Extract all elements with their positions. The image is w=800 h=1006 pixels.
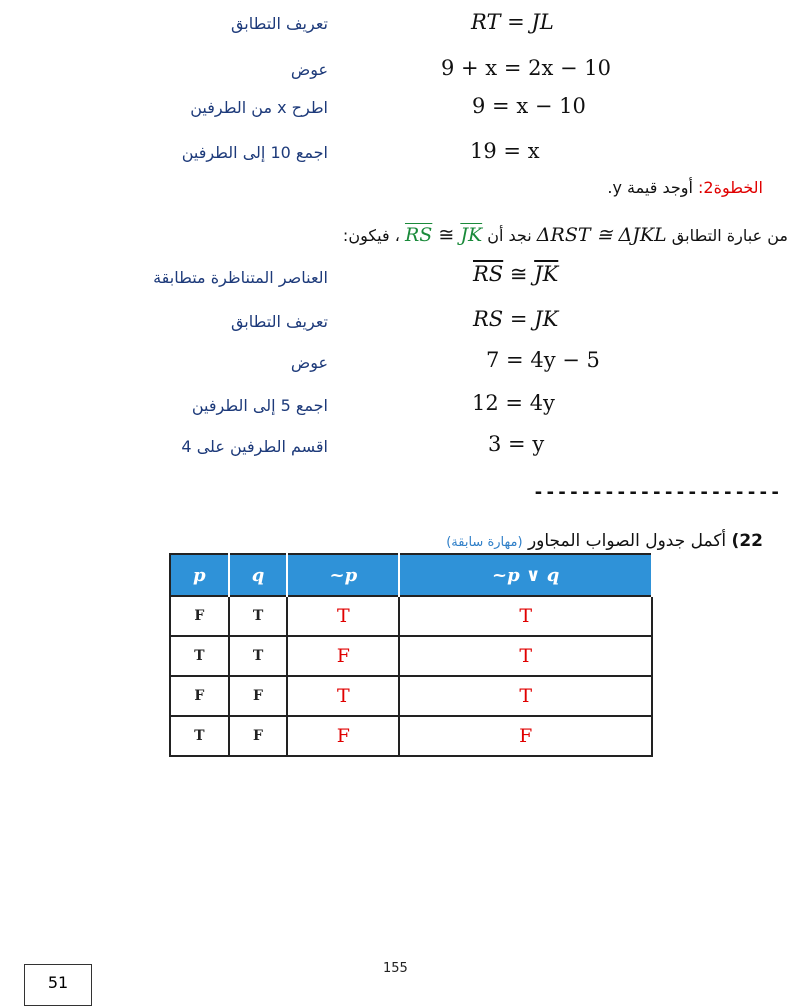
reason-6: تعريف التطابق [230,312,328,331]
header-not-p-or-q: ~p ∨ q [399,554,652,596]
reason-9: اقسم الطرفين على 4 [181,437,328,456]
page-box-number: 51 [24,964,92,1006]
step2-text: أوجد قيمة y. [607,178,693,197]
cell-not-p-or-q: T [399,676,652,716]
cell-q: T [229,596,288,636]
equation-1: RT = JL [471,10,554,34]
header-not-p: ~p [287,554,399,596]
reason-5: العناصر المتناظرة متطابقة [153,268,328,287]
step2-label: الخطوة2: [698,178,763,197]
table-row [170,596,652,636]
cell-q: T [229,636,288,676]
page-number: 155 [383,961,408,976]
congruence-sentence [343,224,788,246]
reason-7: عوض [290,353,328,372]
equation-9: 3 = y [488,432,545,456]
cell-p: F [170,596,229,636]
question-22 [446,531,763,551]
congruence-suffix: ، فيكون: [342,226,400,245]
equation-3: 9 = x − 10 [472,94,586,118]
header-p: p [170,554,229,596]
reason-2: عوض [290,60,328,79]
step2-heading [607,178,763,197]
triangle-congruence: ΔRST ≅ ΔJKL [536,224,667,246]
equation-4: 19 = x [470,139,540,163]
segment-congruence: $\overline{RS}$ ≅ $\overline{JK}$ [404,224,483,246]
reason-4: اجمع 10 إلى الطرفين [181,143,328,162]
cell-not-p: T [287,676,399,716]
cell-p: F [170,676,229,716]
congruence-prefix: من عبارة التطابق [671,226,788,245]
truth-table [169,553,653,757]
cell-q: F [229,676,288,716]
cell-not-p-or-q: T [399,596,652,636]
cell-q: F [229,716,288,756]
equation-7: 7 = 4y − 5 [486,348,600,372]
cell-p: T [170,636,229,676]
reason-1: تعريف التطابق [230,14,328,33]
question-text: أكمل جدول الصواب المجاور [527,531,727,551]
cell-not-p-or-q: T [399,636,652,676]
truth-table-header-row [170,554,652,596]
question-tag: (مهارة سابقة) [446,535,523,550]
reason-3: اطرح x من الطرفين [190,98,328,117]
table-row [170,636,652,676]
table-row [170,676,652,716]
cell-not-p: F [287,636,399,676]
equation-2: 9 + x = 2x − 10 [441,56,611,80]
cell-not-p-or-q: F [399,716,652,756]
cell-not-p: F [287,716,399,756]
header-q: q [229,554,288,596]
equation-5: $\overline{RS}$ ≅ $\overline{JK}$ [473,262,559,286]
reason-8: اجمع 5 إلى الطرفين [191,396,328,415]
cell-not-p: T [287,596,399,636]
equation-6: RS = JK [473,307,559,331]
table-row [170,716,652,756]
congruence-middle: نجد أن [487,226,532,245]
equation-8: 12 = 4y [472,391,555,415]
cell-p: T [170,716,229,756]
question-number: 22) [731,531,763,551]
dashed-separator: --------------------- [533,482,782,503]
